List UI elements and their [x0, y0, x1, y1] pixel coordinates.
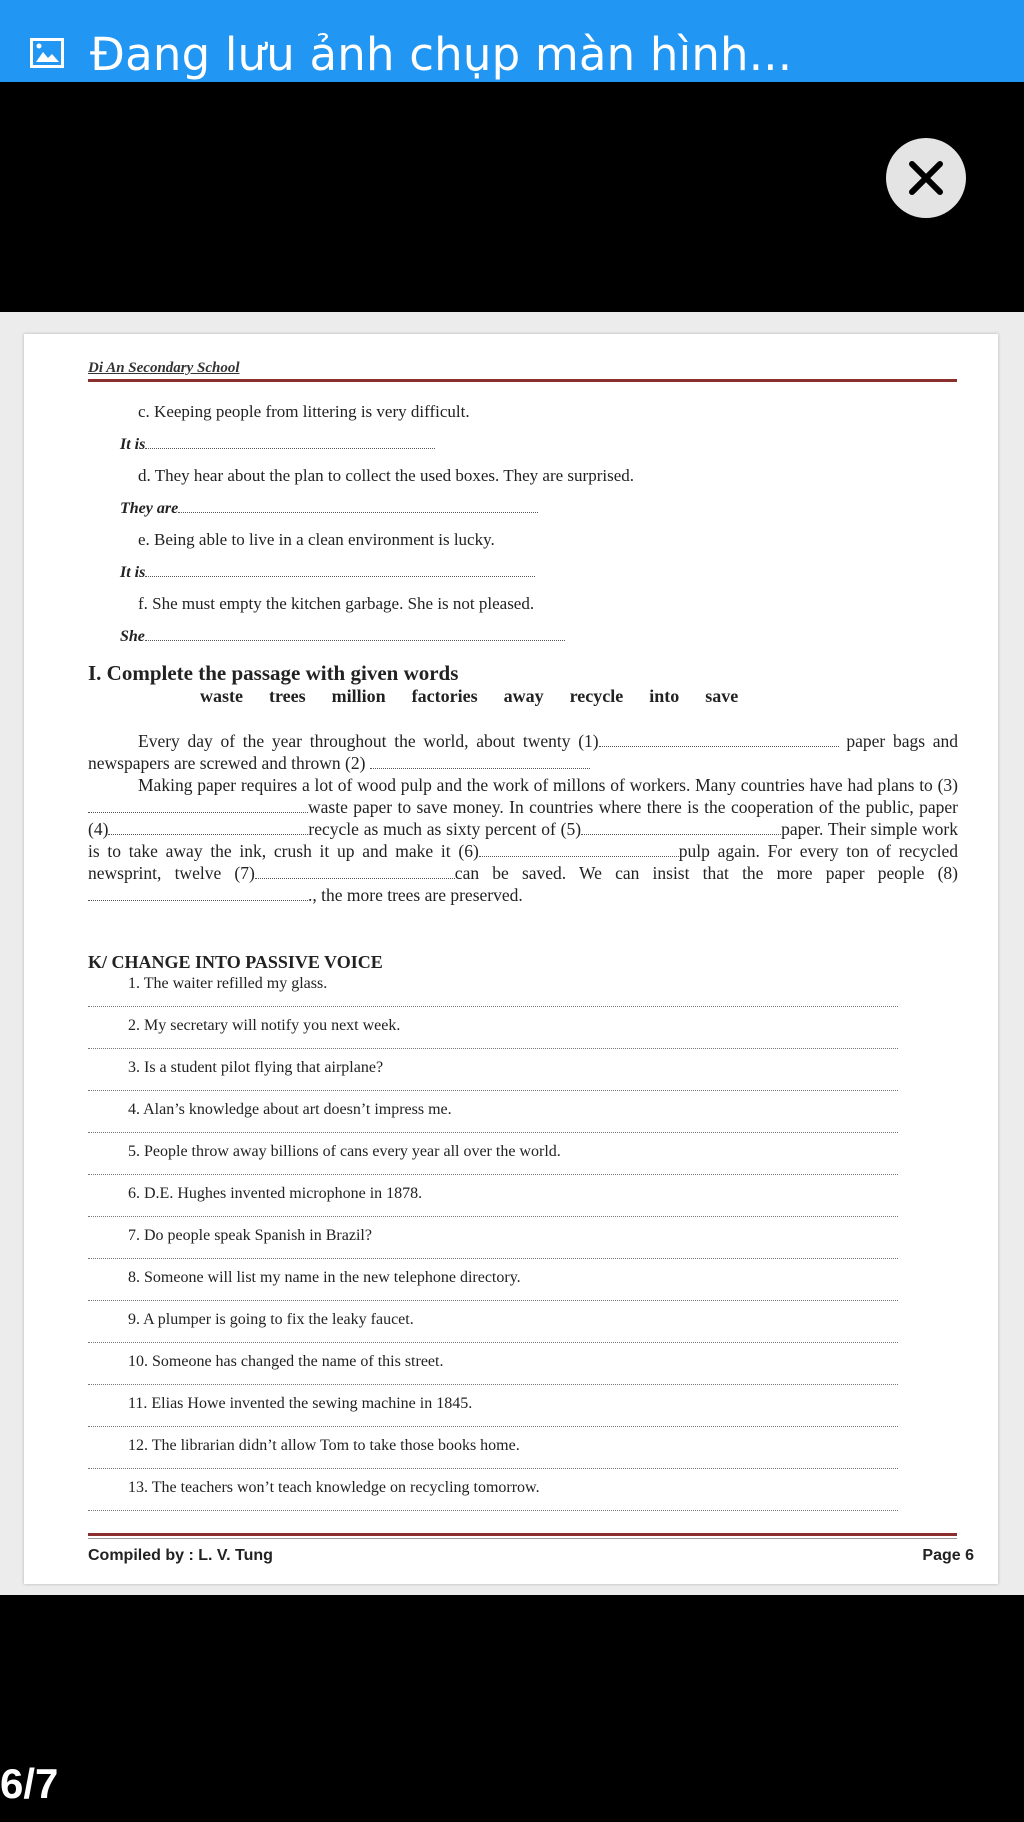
section-title: I. Complete the passage with given words	[88, 661, 459, 685]
footer-rule	[88, 1533, 957, 1536]
answer-line	[88, 1510, 898, 1511]
word: away	[503, 686, 544, 706]
answer-line	[88, 1216, 898, 1217]
passive-item: 11. Elias Howe invented the sewing machine in 1845.	[128, 1395, 473, 1412]
footer-rule-thin	[88, 1538, 957, 1539]
answer-line	[88, 1132, 898, 1133]
word-bank	[200, 686, 764, 707]
close-icon	[906, 158, 946, 198]
passage: Every day of the year throughout the world, about twenty (1) paper bags and newspapers are screwed and thrown (2) Making paper requires a lot of wood pulp and the work of millons of workers. Many countries have had plans to (3)waste paper to save money. In countries where there is the cooperation of the public, paper (4) recycle as much as sixty percent of (5) paper. Their simple work is to take away the ink, crush it up and make it (6) pulp again. For every ton of recycled newsprint, twelve (7) can be saved. We can insist that the more paper people (8)., the more trees are preserved.	[88, 731, 959, 905]
close-button[interactable]	[886, 138, 966, 218]
school-header: Di An Secondary School	[88, 360, 240, 376]
passive-item: 13. The teachers won’t teach knowledge on recycling tomorrow.	[128, 1479, 540, 1496]
answer-line	[88, 1006, 898, 1007]
word: million	[331, 686, 386, 706]
passive-item: 9. A plumper is going to fix the leaky faucet.	[128, 1311, 414, 1328]
answer-line	[88, 1048, 898, 1049]
passive-item: 5. People throw away billions of cans every year all over the world.	[128, 1143, 561, 1160]
passive-item: 7. Do people speak Spanish in Brazil?	[128, 1227, 372, 1244]
document-page	[24, 334, 998, 1584]
footer-page-number: Page 6	[922, 1547, 974, 1564]
passive-item: 6. D.E. Hughes invented microphone in 1878.	[128, 1185, 423, 1202]
word: into	[649, 686, 680, 706]
answer-line	[88, 1174, 898, 1175]
item-f: f. She must empty the kitchen garbage. She is not pleased.	[138, 594, 535, 613]
item-f-answer: She	[120, 626, 565, 646]
passive-title: K/ CHANGE INTO PASSIVE VOICE	[88, 952, 383, 972]
image-icon	[30, 38, 64, 68]
passive-item: 2. My secretary will notify you next week.	[128, 1017, 401, 1034]
image-counter: 6/7	[0, 1760, 59, 1807]
viewer-bottom-bar	[0, 1595, 1024, 1822]
footer-author: Compiled by : L. V. Tung	[88, 1547, 273, 1564]
answer-line	[88, 1342, 898, 1343]
answer-line	[88, 1384, 898, 1385]
item-e: e. Being able to live in a clean environment is lucky.	[138, 530, 495, 549]
passive-item: 3. Is a student pilot flying that airplane?	[128, 1059, 384, 1076]
answer-line	[88, 1258, 898, 1259]
item-d-answer: They are	[120, 498, 538, 518]
item-c-answer: It is	[120, 434, 435, 454]
word: factories	[411, 686, 478, 706]
item-d: d. They hear about the plan to collect the used boxes. They are surprised.	[138, 466, 634, 485]
item-e-answer: It is	[120, 562, 535, 582]
word: recycle	[569, 686, 624, 706]
status-bar	[0, 0, 1024, 82]
answer-line	[88, 1300, 898, 1301]
passive-item: 8. Someone will list my name in the new telephone directory.	[128, 1269, 521, 1286]
word: save	[705, 686, 739, 706]
status-text: Đang lưu ảnh chụp màn hình...	[90, 28, 793, 81]
passive-item: 10. Someone has changed the name of this street.	[128, 1353, 444, 1370]
passive-item: 12. The librarian didn’t allow Tom to take those books home.	[128, 1437, 520, 1454]
passive-item: 1. The waiter refilled my glass.	[128, 975, 328, 992]
viewer-top-bar	[0, 82, 1024, 312]
answer-line	[88, 1090, 898, 1091]
header-rule	[88, 379, 957, 382]
item-c: c. Keeping people from littering is very difficult.	[138, 402, 470, 421]
word: trees	[269, 686, 306, 706]
answer-line	[88, 1426, 898, 1427]
word: waste	[200, 686, 243, 706]
passive-item: 4. Alan’s knowledge about art doesn’t impress me.	[128, 1101, 452, 1118]
page-viewer[interactable]	[0, 312, 1024, 1595]
answer-line	[88, 1468, 898, 1469]
